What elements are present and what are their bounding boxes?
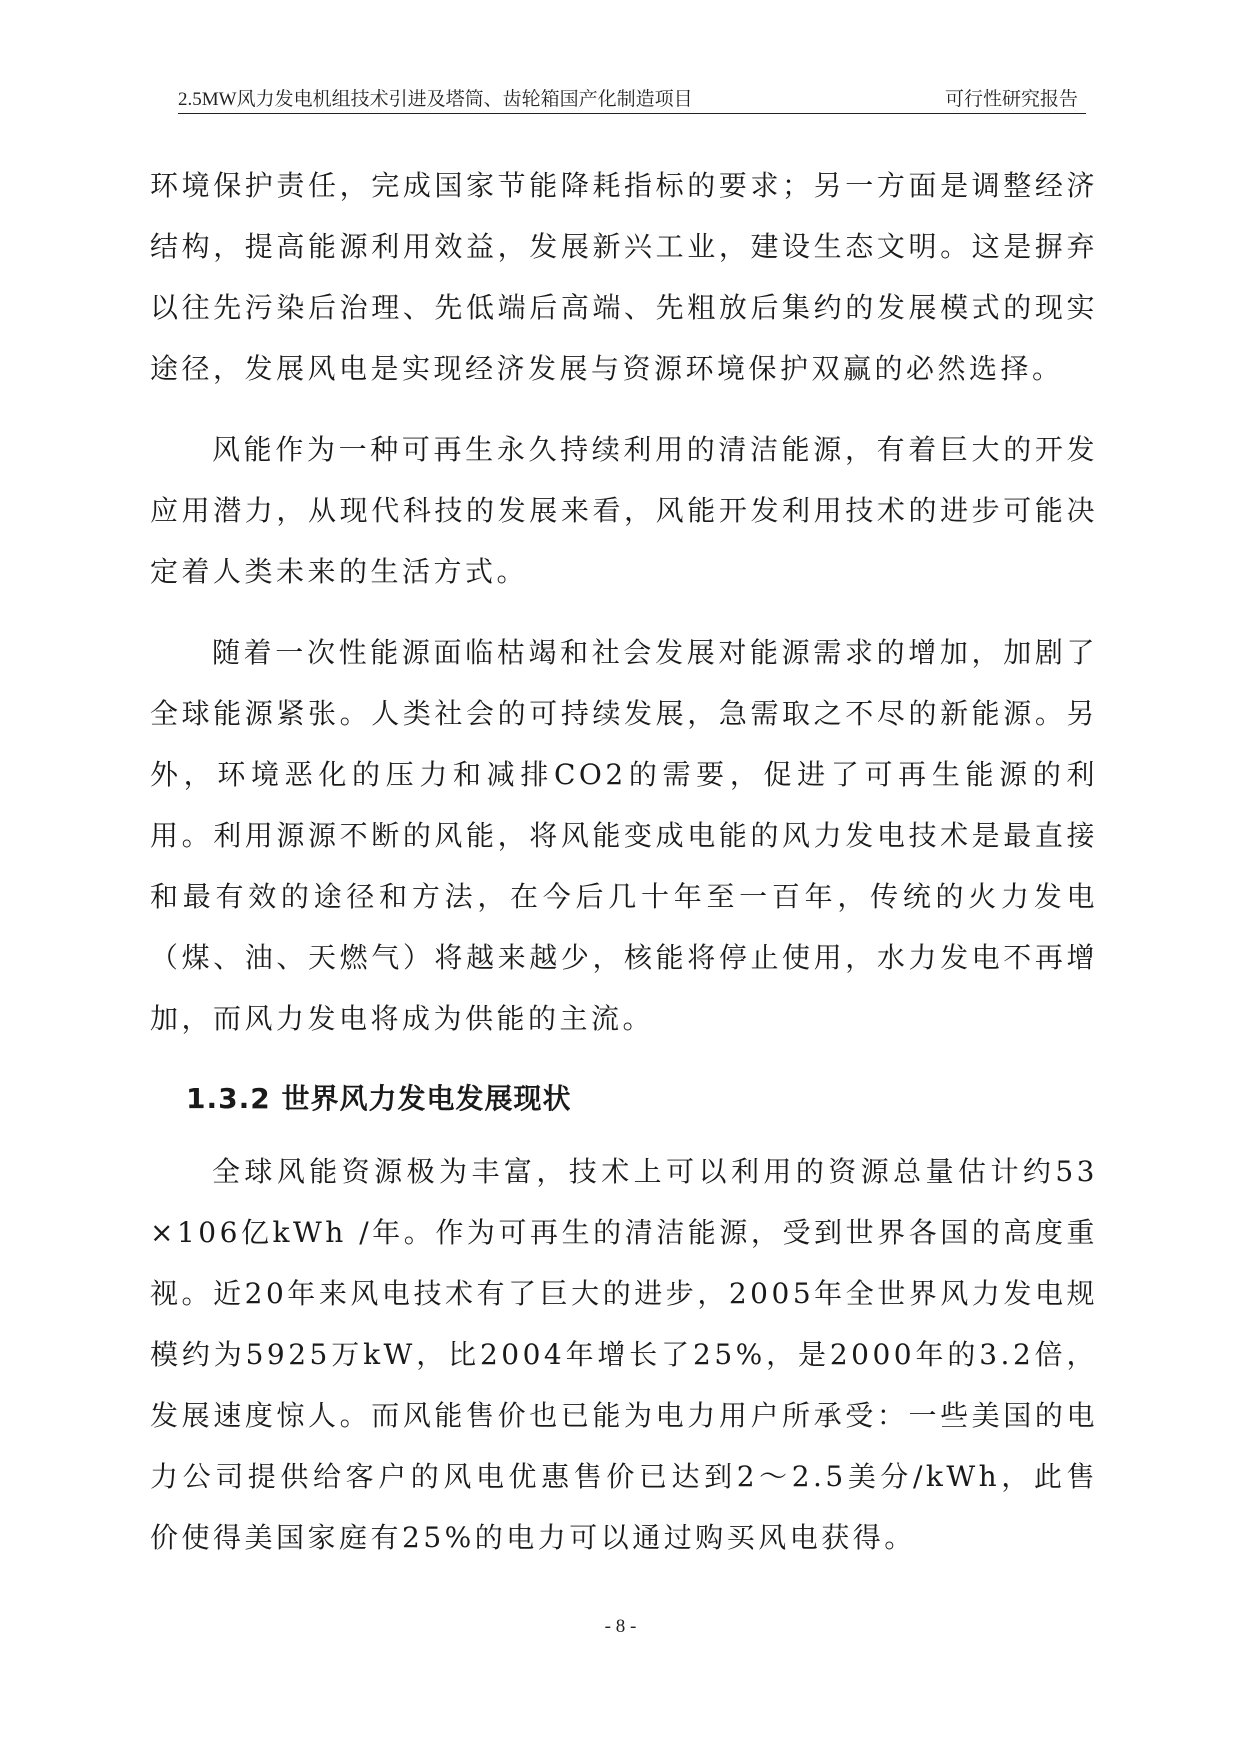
document-body — [150, 155, 1098, 1568]
page-header — [178, 87, 1086, 114]
body-paragraph-continued: 环境保护责任，完成国家节能降耗指标的要求；另一方面是调整经济结构，提高能源利用效益，发展新兴工业，建设生态文明。这是摒弃以往先污染后治理、先低端后高端、先粗放后集约的发展模式的现实途径，发展风电是实现经济发展与资源环境保护双赢的必然选择。 — [150, 169, 1098, 385]
header-project-title: 2.5MW风力发电机组技术引进及塔筒、齿轮箱国产化制造项目 — [178, 89, 693, 110]
page-number: - 8 - — [604, 1616, 637, 1637]
body-paragraph-energy-demand: 随着一次性能源面临枯竭和社会发展对能源需求的增加，加剧了全球能源紧张。人类社会的可持续发展，急需取之不尽的新能源。另外，环境恶化的压力和减排CO2的需要，促进了可再生能源的利用。利用源源不断的风能，将风能变成电能的风力发电技术是最直接和最有效的途径和方法，在今后几十年至一百年，传统的火力发电（煤、油、天燃气）将越来越少，核能将停止使用，水力发电不再增加，而风力发电将成为供能的主流。 — [150, 636, 1098, 1035]
body-paragraph-wind-energy: 风能作为一种可再生永久持续利用的清洁能源，有着巨大的开发应用潜力，从现代科技的发展来看，风能开发利用技术的进步可能决定着人类未来的生活方式。 — [150, 433, 1098, 588]
section-heading: 1.3.2 世界风力发电发展现状 — [186, 1082, 572, 1115]
body-paragraph-world-wind-status: 全球风能资源极为丰富，技术上可以利用的资源总量估计约53×106亿kWh /年。作为可再生的清洁能源，受到世界各国的高度重视。近20年来风电技术有了巨大的进步，2005年全世界风力发电规模约为5925万kW，比2004年增长了25%，是2000年的3.2倍，发展速度惊人。而风能售价也已能为电力用户所承受：一些美国的电力公司提供给客户的风电优惠售价已达到2～2.5美分/kWh，此售价使得美国家庭有25%的电力可以通过购买风电获得。 — [150, 1155, 1098, 1554]
header-report-type: 可行性研究报告 — [944, 89, 1078, 110]
